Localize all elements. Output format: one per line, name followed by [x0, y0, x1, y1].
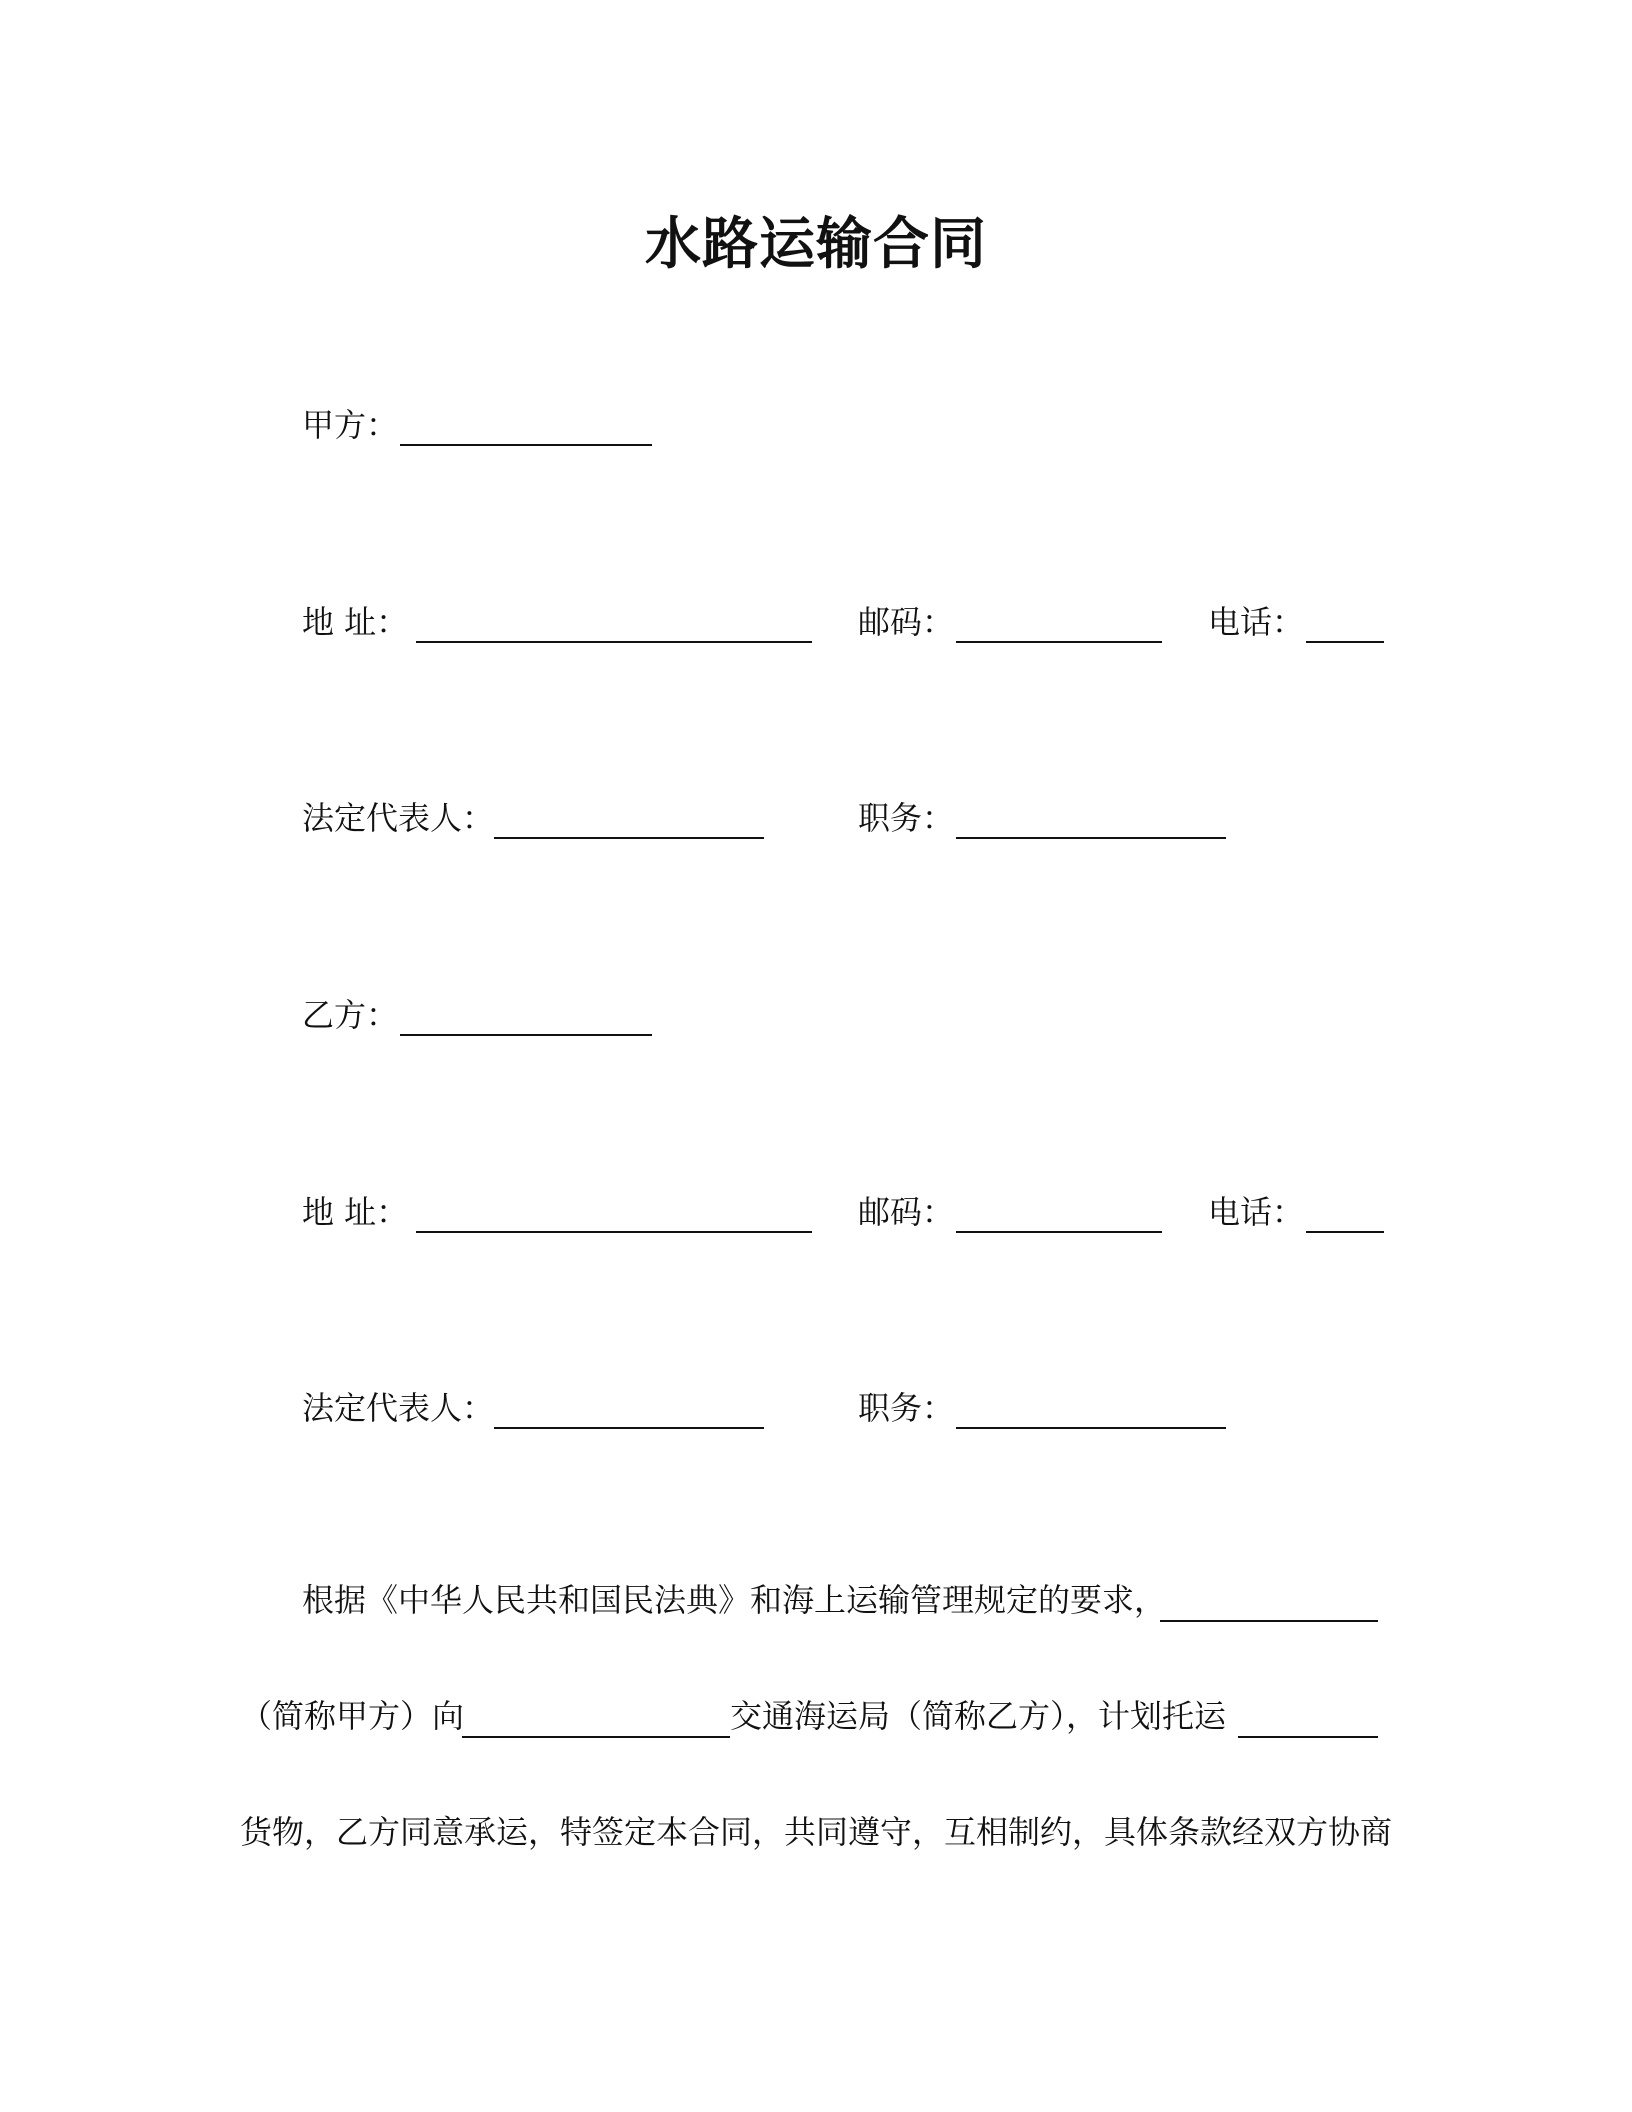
party-b-position-blank[interactable]	[956, 1427, 1226, 1429]
party-a-address-label: 地 址：	[302, 603, 409, 641]
party-a-postcode-blank[interactable]	[956, 641, 1162, 643]
document-title: 水路运输合同	[645, 212, 987, 277]
party-b-postcode-label: 邮码：	[858, 1193, 955, 1231]
party-b-legal-rep-blank[interactable]	[494, 1427, 764, 1429]
party-a-legal-rep-label: 法定代表人：	[302, 799, 495, 837]
party-b-phone-blank[interactable]	[1306, 1231, 1384, 1233]
party-a-position-label: 职务：	[858, 799, 955, 837]
party-b-label: 乙方：	[302, 996, 399, 1034]
party-a-legal-rep-blank[interactable]	[494, 837, 764, 839]
body-line-2-part-1: （简称甲方）向	[240, 1697, 465, 1735]
party-b-legal-rep-label: 法定代表人：	[302, 1389, 495, 1427]
body-line-2-blank-2[interactable]	[1238, 1736, 1378, 1738]
body-line-1: 根据《中华人民共和国民法典》和海上运输管理规定的要求，	[302, 1581, 1167, 1619]
party-b-address-label: 地 址：	[302, 1193, 409, 1231]
party-b-address-blank[interactable]	[416, 1231, 812, 1233]
body-line-3: 货物，乙方同意承运，特签定本合同，共同遵守，互相制约，具体条款经双方协商	[240, 1813, 1393, 1851]
party-a-phone-label: 电话：	[1208, 603, 1305, 641]
body-line-2-blank-1[interactable]	[462, 1736, 730, 1738]
party-b-blank[interactable]	[400, 1034, 652, 1036]
party-a-address-blank[interactable]	[416, 641, 812, 643]
party-a-label: 甲方：	[302, 406, 399, 444]
party-b-position-label: 职务：	[858, 1389, 955, 1427]
party-a-phone-blank[interactable]	[1306, 641, 1384, 643]
party-a-postcode-label: 邮码：	[858, 603, 955, 641]
body-line-1-blank[interactable]	[1160, 1620, 1378, 1622]
party-a-position-blank[interactable]	[956, 837, 1226, 839]
party-b-phone-label: 电话：	[1208, 1193, 1305, 1231]
party-a-blank[interactable]	[400, 444, 652, 446]
party-b-postcode-blank[interactable]	[956, 1231, 1162, 1233]
body-line-2-part-2: 交通海运局（简称乙方），计划托运	[730, 1697, 1227, 1735]
